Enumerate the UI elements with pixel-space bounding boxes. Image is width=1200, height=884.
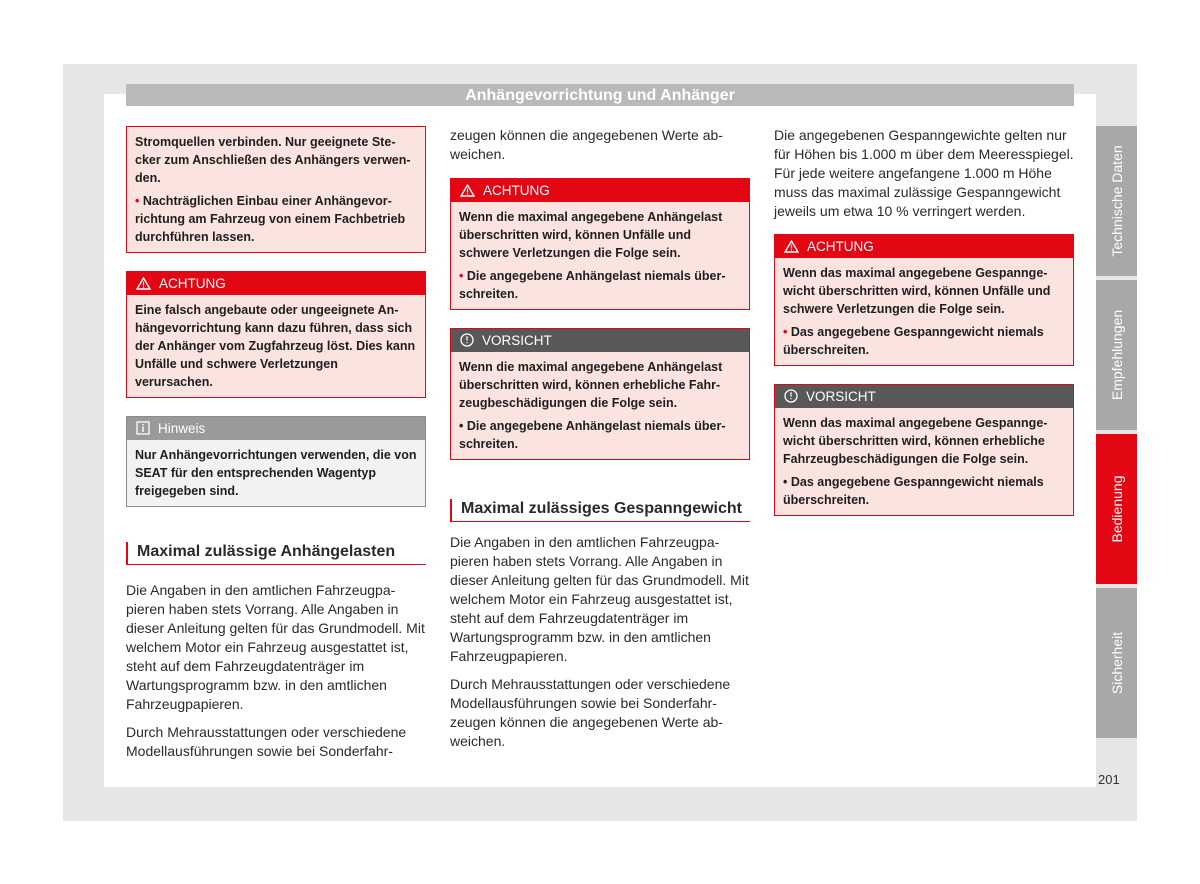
section-title: Maximal zulässiges Gespanngewicht <box>450 499 750 522</box>
warning-box <box>774 234 1074 366</box>
warning-box <box>450 178 750 310</box>
caution-text: Wenn das maximal angegebene Gespanngewicht überschritten wird, können erhebliche Fahrzeugbeschädigungen die Folge sein. <box>783 416 1048 466</box>
box-text: Stromquellen verbinden. Nur geeignete Stecker zum Anschließen des Anhängers verwenden. <box>135 135 411 185</box>
bullet-icon: • <box>783 475 788 489</box>
caution-circle-icon <box>460 333 474 347</box>
warning-bullet: • Die angegebene Anhängelast niemals überschreiten. <box>459 269 726 301</box>
tab-sicherheit[interactable]: Sicherheit <box>1096 588 1137 738</box>
warning-bullet: • Das angegebene Gespanngewicht niemals überschreiten. <box>783 325 1044 357</box>
warning-triangle-icon <box>460 184 475 197</box>
warning-header: ACHTUNG <box>127 272 425 295</box>
info-icon <box>136 421 150 435</box>
warning-triangle-icon <box>136 277 151 290</box>
warning-text: Eine falsch angebaute oder ungeeignete Anhängevorrichtung kann dazu führen, dass sich der Anhänger vom Zugfahrzeug löst. Dies kann Unfälle und schwere Verletzungen verursachen. <box>135 303 416 389</box>
caution-text: Wenn die maximal angegebene Anhängelast überschritten wird, können erhebliche Fahrzeugbeschädigungen die Folge sein. <box>459 360 723 410</box>
bullet-icon: • <box>459 269 464 283</box>
safety-box-continued <box>126 126 426 253</box>
warning-triangle-icon <box>784 240 799 253</box>
note-header: Hinweis <box>127 417 425 440</box>
note-box <box>126 416 426 507</box>
caution-header: VORSICHT <box>775 385 1073 408</box>
tab-empfehlungen[interactable]: Empfehlungen <box>1096 280 1137 430</box>
warning-text: Wenn das maximal angegebene Gespanngewicht überschritten wird, können Unfälle und schwere Verletzungen die Folge sein. <box>783 266 1051 316</box>
bullet-icon: • <box>783 325 788 339</box>
body-text: Die Angaben in den amtlichen Fahrzeugpapieren haben stets Vorrang. Alle Angaben in dieser Anleitung gelten für das Grundmodell. Mit welchem Motor ein Fahrzeug ausgestattet ist, steht auf dem Fahrzeugdatenträger im Wartungsprogramm bzw. in den amtlichen Fahrzeugpapieren. <box>450 534 749 664</box>
body-text: Durch Mehrausstattungen oder verschiedene Modellausführungen sowie bei Sonderfahr- <box>126 724 407 759</box>
caution-bullet: • Das angegebene Gespanngewicht niemals überschreiten. <box>783 475 1044 507</box>
body-text: Durch Mehrausstattungen oder verschiedene Modellausführungen sowie bei Sonderfahrzeugen können die angegebenen Werte abweichen. <box>450 676 731 749</box>
body-text: Die Angaben in den amtlichen Fahrzeugpapieren haben stets Vorrang. Alle Angaben in dieser Anleitung gelten für das Grundmodell. Mit welchem Motor ein Fahrzeug ausgestattet ist, steht auf dem Fahrzeugdatenträger im Wartungsprogramm bzw. in den amtlichen Fahrzeugpapieren. <box>126 582 425 712</box>
body-text: Die angegebenen Gespanngewichte gelten nur für Höhen bis 1.000 m über dem Meeresspiegel. Für jede weitere angefangene 1.000 m Höhe muss das maximal zulässige Gespanngewicht jeweils um etwa 10 % verringert werden. <box>774 127 1074 219</box>
tab-technische-daten[interactable]: Technische Daten <box>1096 126 1137 276</box>
warning-box <box>126 271 426 398</box>
warning-header: ACHTUNG <box>451 179 749 202</box>
column-2 <box>450 126 750 751</box>
section-title: Maximal zulässige Anhängelasten <box>126 542 426 565</box>
caution-box <box>450 328 750 460</box>
bullet-icon: • <box>135 194 140 208</box>
warning-header: ACHTUNG <box>775 235 1073 258</box>
page-number: 201 <box>1098 772 1120 787</box>
column-3 <box>774 126 1074 516</box>
caution-bullet: • Die angegebene Anhängelast niemals überschreiten. <box>459 419 726 451</box>
bullet-icon: • <box>459 419 464 433</box>
caution-header: VORSICHT <box>451 329 749 352</box>
caution-circle-icon <box>784 389 798 403</box>
caution-box <box>774 384 1074 516</box>
tab-bedienung[interactable]: Bedienung <box>1096 434 1137 584</box>
box-bullet: • Nachträglichen Einbau einer Anhängevorrichtung am Fahrzeug von einem Fachbetrieb durchführen lassen. <box>135 194 406 244</box>
chapter-header: Anhängevorrichtung und Anhänger <box>126 84 1074 106</box>
column-1 <box>126 126 426 761</box>
note-text: Nur Anhängevorrichtungen verwenden, die von SEAT für den entsprechenden Wagentyp freigegeben sind. <box>135 448 417 498</box>
warning-text: Wenn die maximal angegebene Anhängelast überschritten wird, können Unfälle und schwere Verletzungen die Folge sein. <box>459 210 723 260</box>
body-text: zeugen können die angegebenen Werte abweichen. <box>450 127 723 162</box>
